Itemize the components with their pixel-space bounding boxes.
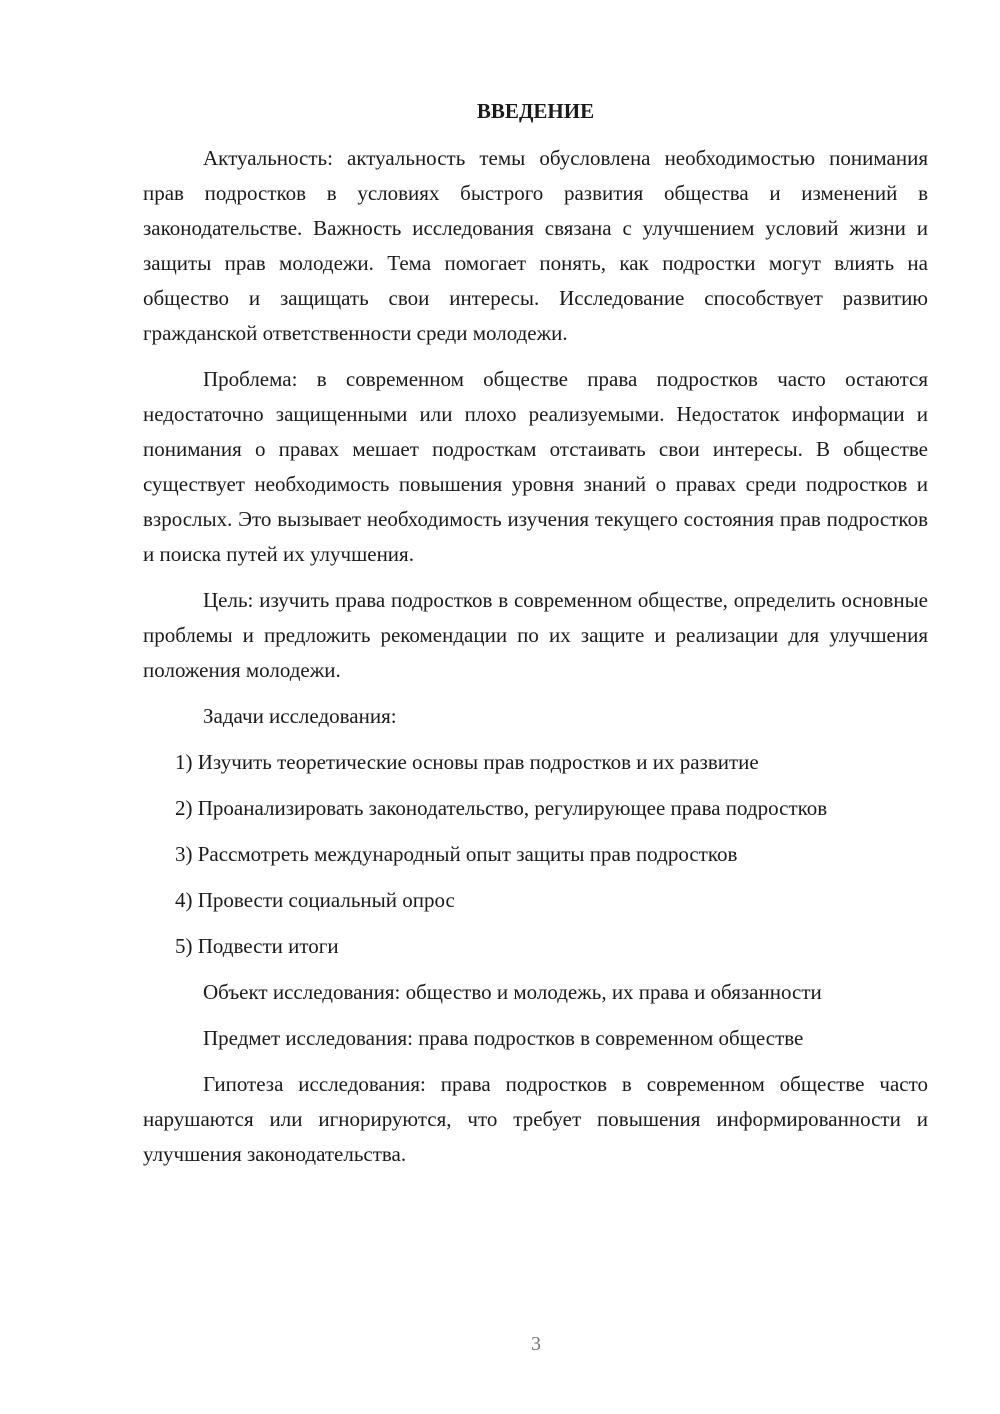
relevance-paragraph: Актуальность: актуальность темы обусловлена необходимостью понимания прав подростков в условиях быстрого развития общества и изменений в законодательстве. Важность исследования связана с улучшением условий жизни и защиты прав молодежи. Тема помогает понять, как подростки могут влиять на общество и защищать свои интересы. Исследование способствует развитию гражданской ответственности среди молодежи. xyxy=(143,146,928,345)
task-item: 5) Подвести итоги xyxy=(175,934,339,958)
tasks-heading: Задачи исследования: xyxy=(203,704,397,728)
page-number: 3 xyxy=(531,1333,541,1355)
section-heading: ВВЕДЕНИЕ xyxy=(476,99,595,123)
subject-paragraph: Предмет исследования: права подростков в современном обществе xyxy=(203,1026,804,1050)
task-item: 4) Провести социальный опрос xyxy=(175,888,455,912)
object-paragraph: Объект исследования: общество и молодежь, их права и обязанности xyxy=(203,980,822,1004)
task-item: 1) Изучить теоретические основы прав подростков и их развитие xyxy=(175,750,759,774)
goal-paragraph: Цель: изучить права подростков в современном обществе, определить основные проблемы и предложить рекомендации по их защите и реализации для улучшения положения молодежи. xyxy=(143,588,928,682)
task-item: 3) Рассмотреть международный опыт защиты прав подростков xyxy=(175,842,738,866)
page-body xyxy=(143,96,928,1172)
task-item: 2) Проанализировать законодательство, регулирующее права подростков xyxy=(175,796,828,820)
hypothesis-paragraph: Гипотеза исследования: права подростков в современном обществе часто нарушаются или игнорируются, что требует повышения информированности и улучшения законодательства. xyxy=(143,1072,928,1166)
problem-paragraph: Проблема: в современном обществе права подростков часто остаются недостаточно защищенными или плохо реализуемыми. Недостаток информации и понимания о правах мешает подросткам отстаивать свои интересы. В обществе существует необходимость повышения уровня знаний о правах среди подростков и взрослых. Это вызывает необходимость изучения текущего состояния прав подростков и поиска путей их улучшения. xyxy=(143,367,928,566)
